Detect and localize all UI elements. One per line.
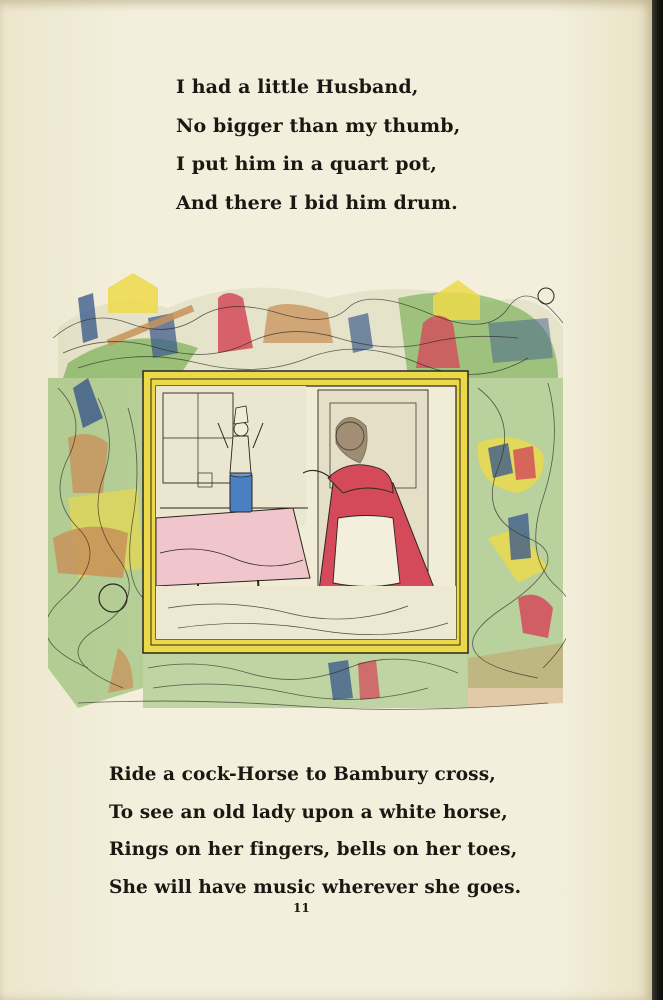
framed-scene <box>143 371 468 653</box>
verse-line: To see an old lady upon a white horse, <box>109 801 508 823</box>
verse-line: I had a little Husband, <box>176 76 419 98</box>
verse-line: She will have music wherever she goes. <box>109 876 522 898</box>
rhyme-cock-horse <box>109 761 521 911</box>
nursery-rhyme-illustration <box>48 268 566 716</box>
verse-line: No bigger than my thumb, <box>176 114 461 137</box>
left-vignette <box>48 378 143 708</box>
right-vignette <box>466 378 566 708</box>
book-binding-edge <box>652 0 663 1000</box>
page-number: 11 <box>293 901 310 915</box>
top-vignette <box>53 273 563 378</box>
verse-line: Rings on her fingers, bells on her toes, <box>109 839 518 860</box>
verse-line: And there I bid him drum. <box>176 191 458 214</box>
rhyme-husband <box>176 72 460 226</box>
verse-line: Ride a cock-Horse to Bambury cross, <box>109 764 496 785</box>
verse-line: I put him in a quart pot, <box>176 153 437 175</box>
